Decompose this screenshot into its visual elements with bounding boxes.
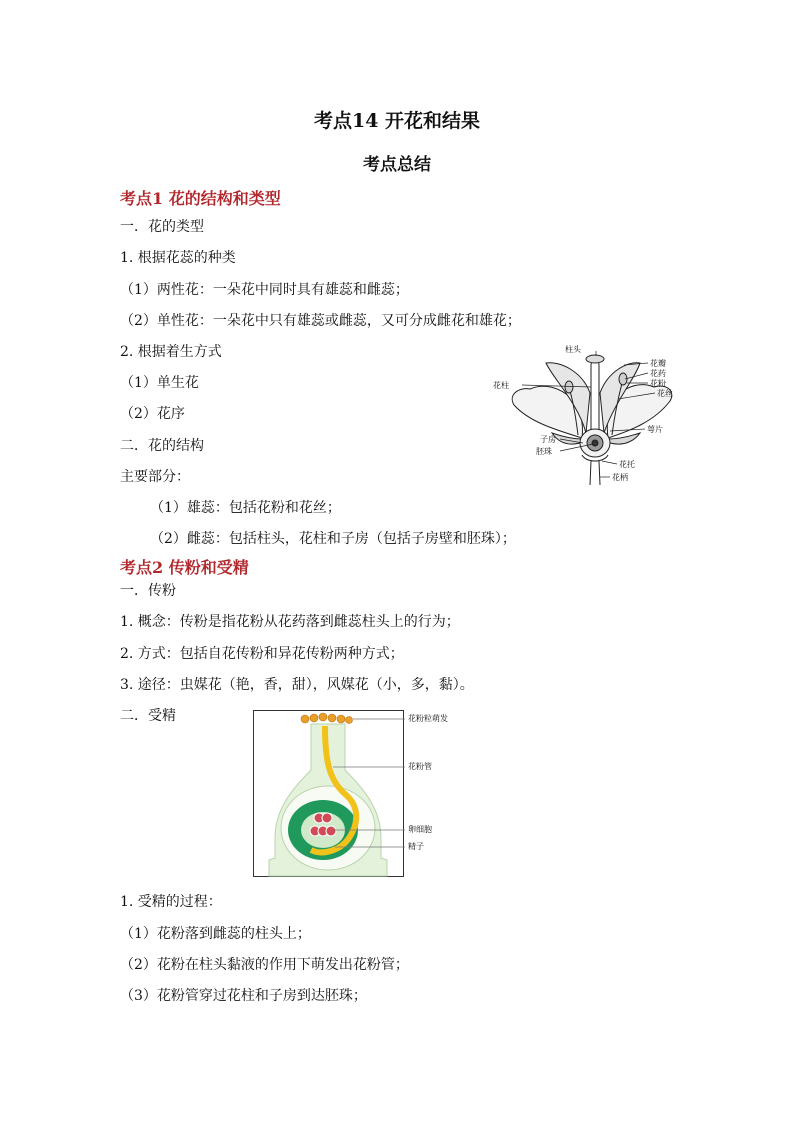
label-sperm: 精子 [408, 842, 424, 851]
section-heading-2: 考点2 传粉和受精 [120, 558, 249, 577]
label-ovary: 子房 [540, 435, 556, 444]
text-line: 1. 根据花蕊的种类 [120, 250, 236, 266]
page-title: 考点14 开花和结果 [313, 110, 481, 132]
label-receptacle: 花托 [619, 460, 635, 469]
label-pollen-germination: 花粉粒萌发 [408, 714, 448, 723]
text-line: 二．花的结构 [120, 438, 204, 454]
page-subtitle: 考点总结 [363, 155, 431, 175]
text-line: （2）花粉在柱头黏液的作用下萌发出花粉管； [120, 957, 409, 973]
text-line: 2. 根据着生方式 [120, 344, 222, 360]
text-line: 主要部分： [120, 469, 190, 485]
label-pollen: 花粉 [650, 379, 666, 388]
text-line: （1）单生花 [120, 375, 199, 391]
text-line: （2）雌蕊：包括柱头，花柱和子房（包括子房壁和胚珠）； [150, 531, 516, 547]
label-filament: 花丝 [657, 389, 673, 398]
text-line: 一．传粉 [120, 583, 176, 599]
text-line: 2. 方式：包括自花传粉和异花传粉两种方式； [120, 646, 404, 662]
text-line: （1）花粉落到雌蕊的柱头上； [120, 926, 311, 942]
label-pollen-tube: 花粉管 [408, 762, 432, 771]
label-stigma: 柱头 [565, 345, 581, 354]
label-pedicel: 花柄 [612, 473, 628, 482]
text-line: （1）两性花：一朵花中同时具有雄蕊和雌蕊； [120, 282, 409, 298]
fertilization-diagram [253, 710, 473, 878]
text-line: 二．受精 [120, 708, 176, 724]
text-line: （2）花序 [120, 406, 185, 422]
text-line: （3）花粉管穿过花柱和子房到达胚珠； [120, 988, 367, 1004]
label-sepal: 萼片 [647, 425, 663, 434]
text-line: 一．花的类型 [120, 219, 204, 235]
text-line: （1）雄蕊：包括花粉和花丝； [150, 500, 341, 516]
text-line: 1. 概念：传粉是指花粉从花药落到雌蕊柱头上的行为； [120, 614, 460, 630]
section-heading-1: 考点1 花的结构和类型 [120, 189, 281, 208]
label-egg-cell: 卵细胞 [408, 825, 432, 834]
label-style: 花柱 [493, 381, 509, 390]
text-line: （2）单性花：一朵花中只有雄蕊或雌蕊，又可分成雌花和雄花； [120, 313, 521, 329]
flower-structure-diagram [490, 343, 700, 488]
text-line: 3. 途径：虫媒花（艳，香，甜），风媒花（小，多，黏）。 [120, 677, 474, 693]
label-petal: 花瓣 [650, 359, 666, 368]
label-ovule: 胚珠 [536, 447, 552, 456]
text-line: 1. 受精的过程： [120, 894, 222, 910]
label-anther: 花药 [650, 369, 666, 378]
